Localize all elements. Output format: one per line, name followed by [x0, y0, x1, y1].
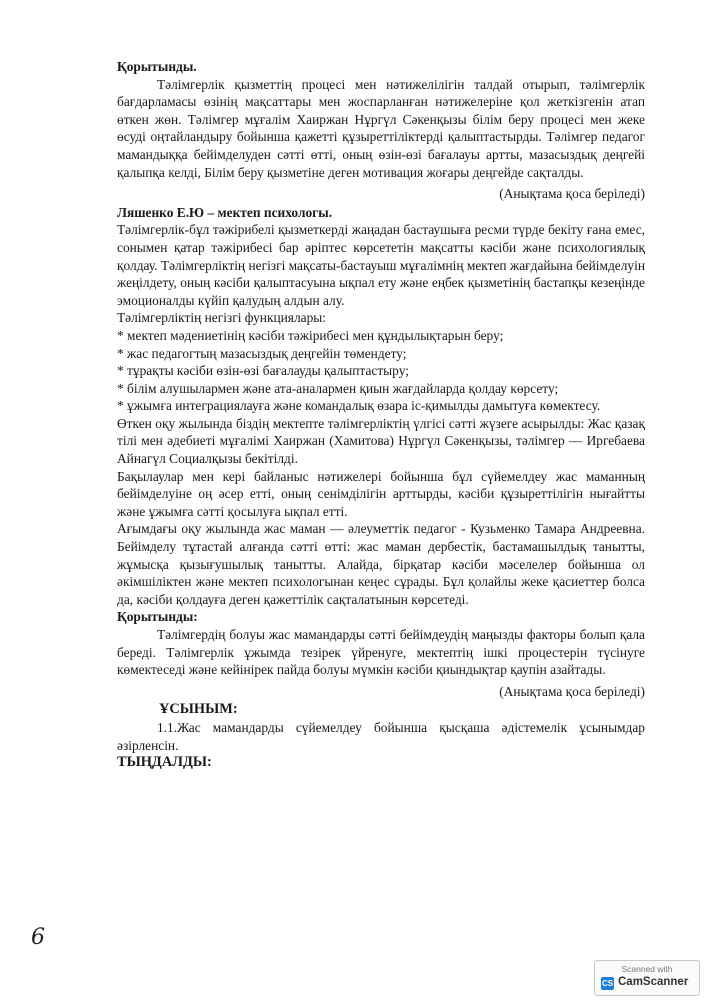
conclusion-paragraph: Тәлімгерлік қызметтің процесі мен нәтижелілігін талдай отырып, тәлімгерлік бағдарламасы өзінің мақсаттары мен жоспарланған нәтижелеріне қол жеткізгенін атап өткен жөн. Тәлімгер мұғалім Хаиржан Нұргүл Сәкенқызы білім беру процесі мен жеке өсуді оңтайландыру бойынша қажетті құзыреттіліктерді қалыптастырды. Тәлімгер педагог мамандыққа бейімделуден сәтті өтті, оның өзін-өзі бағалауы артты, мазасыздық деңгейі қалыпқа келді, Білім беру қызметіне деген мотивация жоғары деңгейде сақталды. [117, 76, 645, 180]
camscanner-logo-icon: CS [601, 979, 614, 988]
function-item: * тұрақты кәсіби өзін-өзі бағалауды қалыптастыру; [117, 363, 409, 379]
function-item: * мектеп мәдениетінің кәсіби тәжірибесі мен құндылықтарын беру; [117, 327, 504, 343]
watermark-caption: Scanned with [621, 964, 673, 974]
attachment-note: (Анықтама қоса беріледі) [499, 186, 645, 202]
function-item: * жас педагогтың мазасыздық деңгейін төмендету; [117, 345, 407, 361]
camscanner-watermark [594, 960, 700, 996]
function-item: * білім алушылармен және ата-аналармен қиын жағдайларда қолдау көрсету; [117, 380, 559, 396]
listened-heading: ТЫҢДАЛДЫ: [117, 754, 212, 771]
recommendation-heading: ҰСЫНЫМ: [159, 701, 238, 718]
attachment-note-2: (Анықтама қоса беріледі) [499, 683, 645, 699]
section-heading-conclusion-2: Қорытынды: [117, 609, 198, 625]
section-heading-conclusion: Қорытынды. [117, 59, 197, 74]
conclusion-paragraph-2: Тәлімгердің болуы жас мамандарды сәтті бейімдеудің маңызды факторы болып қала береді. Тәлімгерлік ұжымда тезірек үйренуге, мектептің ішкі процестерін түсінуге көмектеседі және кейінірек пайда болуы мүмкін кәсіби қиындықтар қаупін азайтады. [117, 627, 645, 678]
watermark-brand: CamScanner [618, 976, 689, 988]
recommendation-item: 1.1.Жас мамандарды сүйемелдеу бойынша қысқаша әдістемелік ұсынымдар әзірленсін. [117, 719, 645, 753]
handwritten-page-number: 6 [31, 925, 45, 950]
document-page [117, 58, 645, 772]
current-year-paragraph: Ағымдағы оқу жылында жас маман — әлеуметтік педагог - Кузьменко Тамара Андреевна. Бейімделу тұтастай алғанда сәтті өтті: жас маман дербестік, бастамашылдық танытты, жұмысқа қызығушылық танытты. Алайда, бірқатар кәсіби мәселелер бойынша ол әкімшіліктен және мектеп психологынан кеңес сұрады. Бұл қолайлы жеке қасиеттер болса да, кәсіби қолдауға деген қажеттілік сақталатынын көрсетеді. [117, 521, 645, 607]
functions-title: Тәлімгерліктің негізгі функциялары: [117, 310, 327, 326]
speaker-heading: Ляшенко Е.Ю – мектеп психологы. [117, 204, 333, 220]
observation-paragraph: Бақылаулар мен кері байланыс нәтижелері бойынша бұл сүйемелдеу жас маманның бейімделуіне оң әсер етті, оның сенімділігін арттырды, кәсіби құзыреттілігін нығайтты және ұжымға сәтті қосылуға ықпал етті. [117, 468, 645, 519]
functions-list [117, 327, 645, 415]
mentoring-intro-paragraph: Тәлімгерлік-бұл тәжірибелі қызметкерді жаңадан бастаушыға ресми түрде бекіту ғана емес, сонымен қатар тәжірибесі бар әріптес көрсететін мақсатты кәсіби және психологиялық қолдау. Тәлімгерліктің негізгі мақсаты-бастауыш мұғалімнің мектеп жағдайына бейімделуін жеңілдету, оның кәсіби қалыптасуына ықпал ету және еңбек қызметінің бастапқы кезеңінде эмоционалды күйіп қалудың алдын алу. [117, 222, 645, 308]
function-item: * ұжымға интеграциялауға және командалық өзара іс-қимылды дамытуға көмектесу. [117, 398, 601, 414]
previous-year-paragraph: Өткен оқу жылында біздің мектепте тәлімгерліктің үлгісі сәтті жүзеге асырылды: Жас қазақ тілі мен әдебиеті мұғалімі Хаиржан (Хамитова) Нұргүл Сәкенқызы, тәлімгер — Иргебаева Айнагүл Социалқызы бекітілді. [117, 415, 645, 467]
